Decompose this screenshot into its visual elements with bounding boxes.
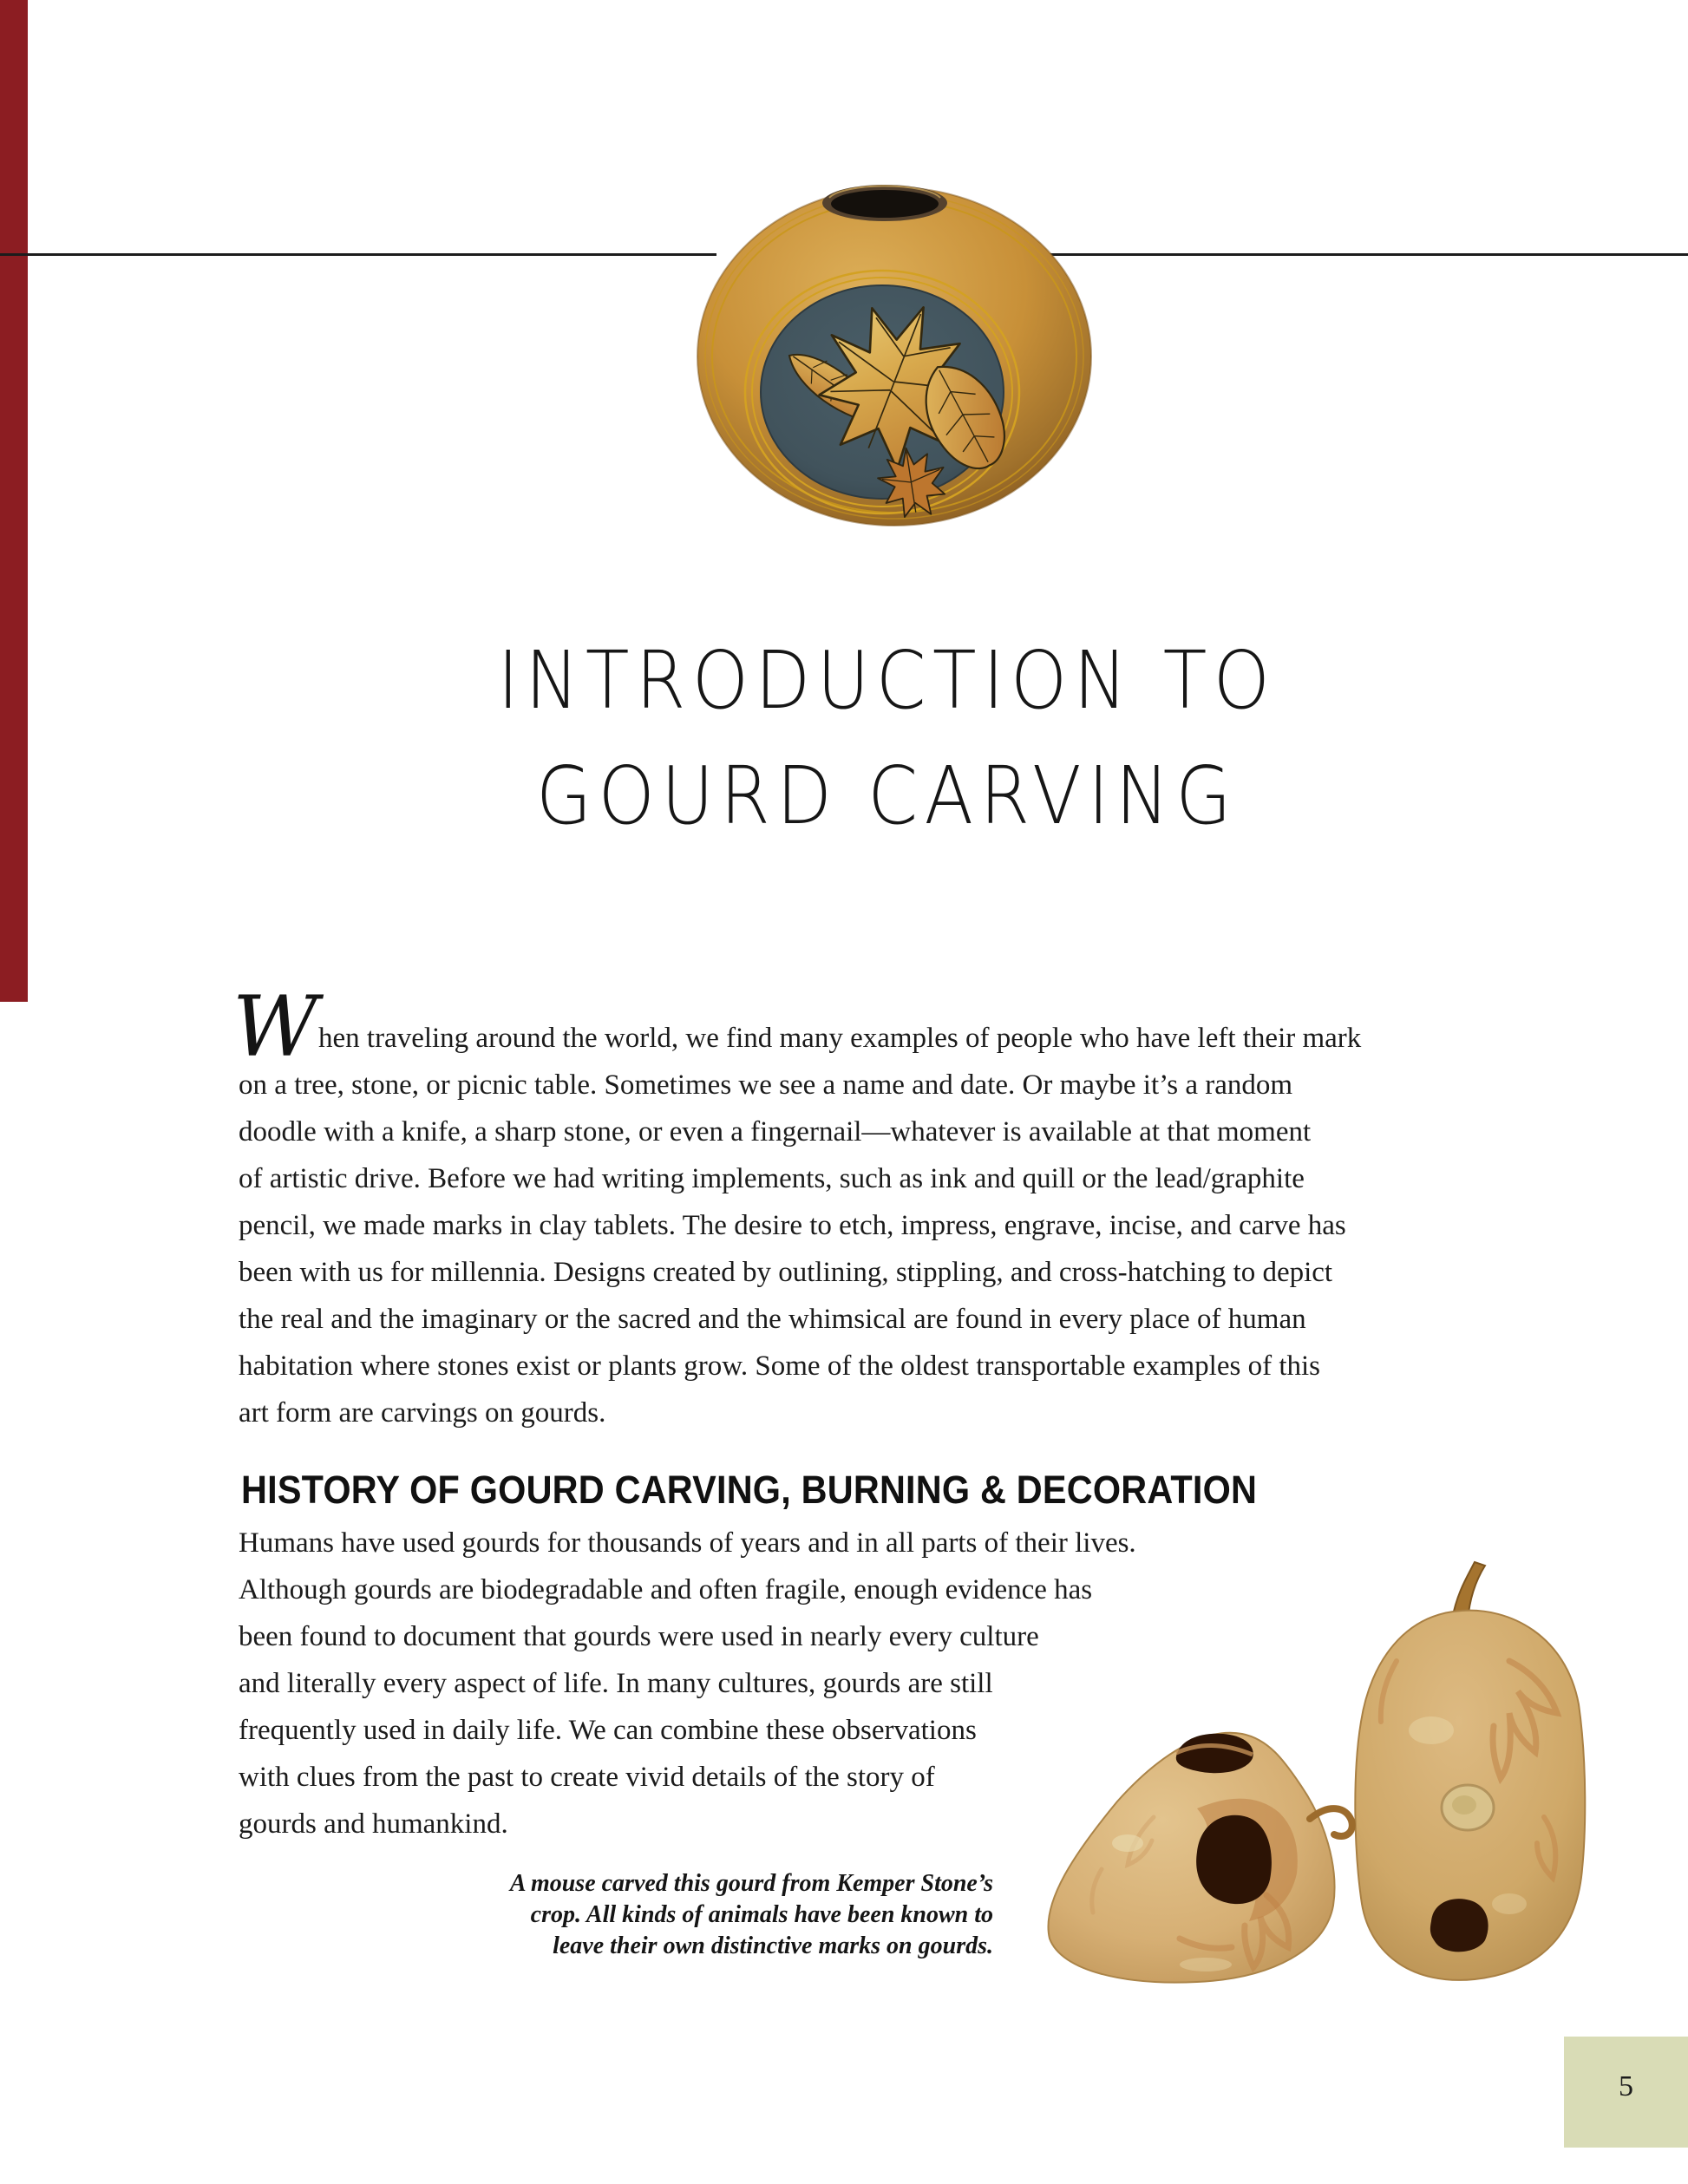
intro-line: the real and the imaginary or the sacred and the whimsical are found in every place of human xyxy=(239,1304,1306,1335)
intro-line: on a tree, stone, or picnic table. Sometimes we see a name and date. Or maybe it’s a random xyxy=(239,1069,1293,1101)
intro-line: been with us for millennia. Designs created by outlining, stippling, and cross-hatching to depict xyxy=(239,1257,1333,1288)
intro-line: of artistic drive. Before we had writing implements, such as ink and quill or the lead/graphite xyxy=(239,1163,1305,1194)
intro-line: art form are carvings on gourds. xyxy=(239,1397,606,1429)
page-number: 5 xyxy=(1619,2070,1633,2102)
page-number-tab xyxy=(1564,2037,1688,2148)
chapter-title-line1: INTRODUCTION TO xyxy=(497,634,1277,727)
caption-line: A mouse carved this gourd from Kemper Stone’s xyxy=(509,1870,993,1897)
history-line: frequently used in daily life. We can combine these observations xyxy=(239,1715,977,1746)
gourds-illustration xyxy=(1024,1557,1613,1991)
chapter-edge-tab xyxy=(0,0,28,1002)
intro-line: doodle with a knife, a sharp stone, or even a fingernail—whatever is available at that moment xyxy=(239,1116,1312,1148)
gourds-photo xyxy=(1024,1557,1613,1991)
carved-gourd-illustration xyxy=(692,128,1096,539)
photo-caption xyxy=(369,1868,993,1962)
chapter-title xyxy=(239,623,1535,853)
intro-paragraph xyxy=(239,1015,1540,1436)
history-line: gourds and humankind. xyxy=(239,1808,508,1840)
intro-line: hen traveling around the world, we find many examples of people who have left their mark xyxy=(318,1023,1362,1054)
gourd-left xyxy=(1048,1733,1334,1983)
carved-gourd-photo xyxy=(692,128,1096,539)
intro-line: habitation where stones exist or plants grow. Some of the oldest transportable examples of this xyxy=(239,1350,1321,1382)
gourd-right xyxy=(1355,1562,1585,1980)
history-line: Although gourds are biodegradable and often fragile, enough evidence has xyxy=(239,1574,1093,1605)
drop-cap: W xyxy=(232,978,318,1076)
history-line: been found to document that gourds were used in nearly every culture xyxy=(239,1621,1039,1652)
chapter-title-line2: GOURD CARVING xyxy=(535,749,1239,842)
history-line: with clues from the past to create vivid details of the story of xyxy=(239,1762,935,1793)
history-line: and literally every aspect of life. In many cultures, gourds are still xyxy=(239,1668,993,1699)
caption-line: crop. All kinds of animals have been known to xyxy=(530,1901,993,1928)
intro-line: pencil, we made marks in clay tablets. The desire to etch, impress, engrave, incise, and carve has xyxy=(239,1210,1346,1241)
history-line: Humans have used gourds for thousands of years and in all parts of their lives. xyxy=(239,1527,1136,1559)
section-heading: HISTORY OF GOURD CARVING, BURNING & DECORATION xyxy=(241,1468,1258,1512)
caption-line: leave their own distinctive marks on gourds. xyxy=(553,1932,993,1959)
